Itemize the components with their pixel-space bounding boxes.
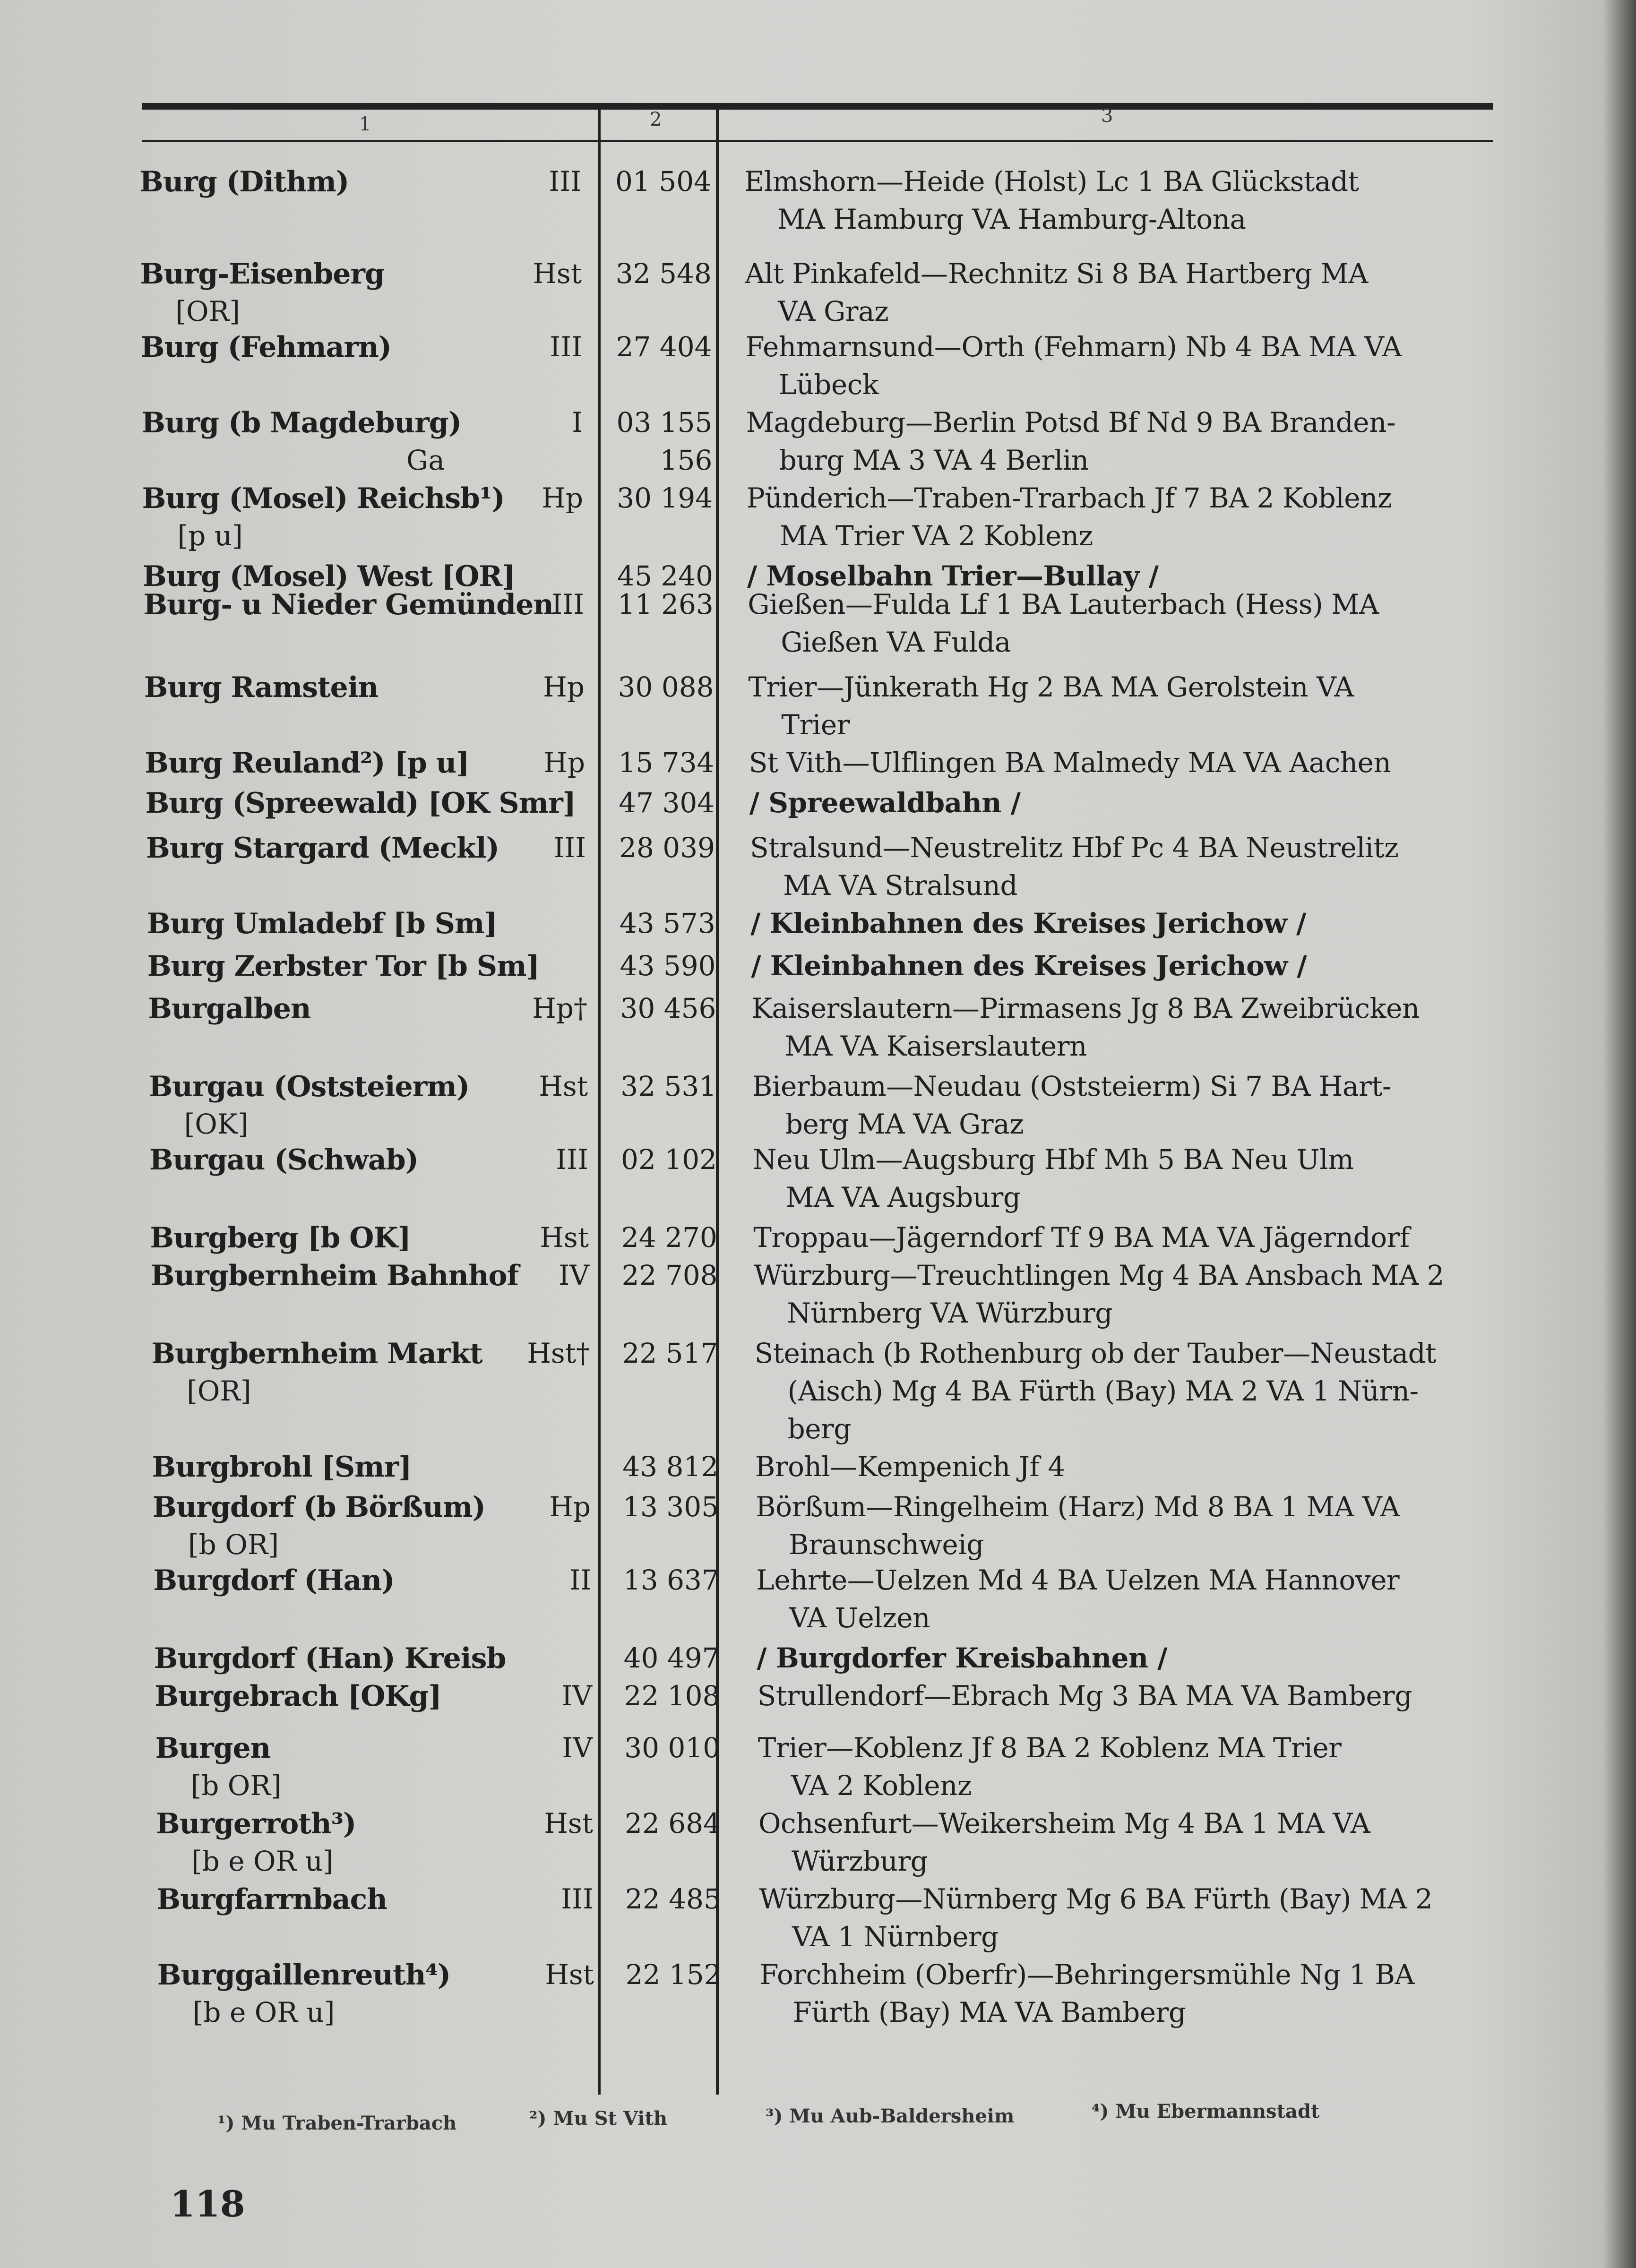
station-name: Burg Ramstein	[144, 671, 379, 704]
route-description-line: Fehmarnsund—Orth (Fehmarn) Nb 4 BA MA VA	[745, 331, 1402, 363]
station-code: 22 708	[621, 1259, 718, 1291]
route-description-line: MA Trier VA 2 Koblenz	[779, 520, 1093, 552]
station-class: Hst†	[527, 1337, 590, 1369]
station-code: 43 590	[620, 950, 716, 982]
route-description-line: Würzburg—Nürnberg Mg 6 BA Fürth (Bay) MA 2	[759, 1883, 1433, 1915]
route-description-line: Börßum—Ringelheim (Harz) Md 8 BA 1 MA VA	[756, 1491, 1400, 1523]
station-code: 30 456	[620, 992, 716, 1024]
station-code: 43 812	[622, 1451, 719, 1483]
route-description-line: Stralsund—Neustrelitz Hbf Pc 4 BA Neustrelitz	[750, 832, 1399, 864]
station-code: 47 304	[619, 787, 715, 819]
route-description-line: Bierbaum—Neudau (Oststeierm) Si 7 BA Hart-	[752, 1070, 1392, 1102]
station-name: Burg Reuland²) [p u]	[145, 747, 469, 780]
station-class: Hp	[542, 482, 583, 514]
station-name-suffix: [b OR]	[188, 1529, 279, 1561]
route-description-line: MA VA Kaiserslautern	[784, 1030, 1087, 1062]
station-name: Burgdorf (Han)	[153, 1564, 395, 1597]
station-code: 30 010	[624, 1732, 721, 1764]
station-code: 11 263	[617, 588, 714, 620]
station-name: Burgfarrnbach	[156, 1883, 387, 1916]
route-description-line: / Moselbahn Trier—Bullay /	[747, 560, 1159, 592]
route-description-line: MA VA Stralsund	[783, 869, 1017, 902]
route-description-line: Lehrte—Uelzen Md 4 BA Uelzen MA Hannover	[756, 1564, 1400, 1596]
station-name-suffix: [OR]	[187, 1375, 251, 1407]
route-description-line: VA 1 Nürnberg	[792, 1921, 999, 1953]
station-name: Burg-Eisenberg	[140, 258, 384, 291]
station-code: 27 404	[616, 331, 712, 363]
route-description-line: Trier	[781, 709, 850, 741]
station-code: 43 573	[619, 907, 715, 939]
route-description-line: Würzburg—Treuchtlingen Mg 4 BA Ansbach MA 2	[754, 1259, 1444, 1291]
route-description-line: Gießen VA Fulda	[781, 626, 1011, 658]
station-name: Burgen	[155, 1732, 271, 1765]
route-description-line: Steinach (b Rothenburg ob der Tauber—Neustadt	[754, 1337, 1437, 1369]
route-description-line: (Aisch) Mg 4 BA Fürth (Bay) MA 2 VA 1 Nürn-	[787, 1375, 1419, 1407]
station-name: Burgbernheim Bahnhof	[150, 1259, 519, 1292]
station-class: III	[551, 588, 584, 620]
station-name: Burg Stargard (Meckl)	[146, 832, 499, 865]
station-code: 22 152	[625, 1959, 722, 1991]
route-description-line: Forchheim (Oberfr)—Behringersmühle Ng 1 BA	[759, 1959, 1414, 1991]
station-class: I	[572, 406, 583, 438]
station-name-suffix: [b e OR u]	[191, 1845, 334, 1877]
route-description-line: VA Uelzen	[789, 1602, 930, 1634]
route-description-line: / Burgdorfer Kreisbahnen /	[757, 1642, 1167, 1674]
station-code: 30 194	[617, 482, 713, 514]
station-class: Hst	[545, 1959, 594, 1991]
station-name-suffix: Ga	[406, 444, 445, 476]
station-class: Hst	[544, 1807, 593, 1839]
route-description-line: Fürth (Bay) MA VA Bamberg	[792, 1996, 1186, 2028]
station-class: III	[550, 331, 582, 363]
station-code: 45 240	[617, 560, 713, 592]
station-class: Hp	[549, 1491, 591, 1523]
station-code: 13 637	[623, 1564, 719, 1596]
station-class: Hp†	[532, 992, 587, 1024]
footnote-1: ¹) Mu Traben-Trarbach	[217, 2112, 457, 2134]
route-description-line: Strullendorf—Ebrach Mg 3 BA MA VA Bamberg	[757, 1680, 1412, 1712]
route-description-line: Lübeck	[778, 369, 879, 401]
station-name: Burg (b Magdeburg)	[141, 406, 462, 439]
station-code: 22 108	[624, 1680, 720, 1712]
station-class: Hst	[540, 1221, 589, 1254]
station-code: 40 497	[623, 1642, 720, 1674]
station-code: 32 531	[620, 1070, 717, 1102]
station-name: Burgbernheim Markt	[151, 1337, 482, 1370]
station-name: Burgberg [b OK]	[150, 1221, 411, 1254]
station-name: Burg (Mosel) Reichsb¹)	[142, 482, 505, 515]
column-separator-1	[598, 103, 601, 2095]
station-class: IV	[561, 1680, 592, 1712]
route-description-line: Elmshorn—Heide (Holst) Lc 1 BA Glückstadt	[744, 165, 1359, 198]
station-name: Burg Umladebf [b Sm]	[146, 907, 497, 940]
station-class: III	[561, 1883, 594, 1915]
route-description-line: MA VA Augsburg	[786, 1181, 1021, 1213]
header-bottom-rule	[142, 140, 1493, 142]
station-code: 28 039	[619, 832, 715, 864]
route-description-line: Alt Pinkafeld—Rechnitz Si 8 BA Hartberg MA	[745, 258, 1368, 290]
station-name-suffix: [p u]	[177, 520, 243, 552]
station-class: III	[553, 832, 586, 864]
station-code: 03 155	[616, 406, 713, 438]
route-description-line: St Vith—Ulflingen BA Malmedy MA VA Aachen	[749, 747, 1391, 779]
station-class: Hp	[543, 747, 585, 779]
route-description-line: Würzburg	[792, 1845, 928, 1877]
station-name: Burg (Spreewald) [OK Smr]	[145, 787, 576, 820]
station-name-suffix: [b OR]	[190, 1770, 282, 1802]
route-description-line: berg	[787, 1413, 851, 1445]
route-description-line: Pünderich—Traben-Trarbach Jf 7 BA 2 Koblenz	[746, 482, 1392, 514]
station-name: Burgalben	[148, 992, 311, 1025]
station-code: 13 305	[623, 1491, 719, 1523]
station-class: Hp	[543, 671, 585, 703]
route-description-line: Ochsenfurt—Weikersheim Mg 4 BA 1 MA VA	[758, 1807, 1370, 1839]
route-description-line: Trier—Jünkerath Hg 2 BA MA Gerolstein VA	[748, 671, 1354, 703]
column-number-1: 1	[359, 113, 371, 135]
footnote-3: ³) Mu Aub-Baldersheim	[766, 2105, 1015, 2127]
station-name: Burgdorf (b Börßum)	[153, 1491, 485, 1524]
route-description-line: Brohl—Kempenich Jf 4	[755, 1451, 1065, 1483]
station-class: IV	[562, 1732, 593, 1764]
route-description-line: Gießen—Fulda Lf 1 BA Lauterbach (Hess) MA	[748, 588, 1379, 620]
station-code: 30 088	[618, 671, 714, 703]
station-name-suffix: [OR]	[175, 295, 240, 327]
route-description-line: Braunschweig	[789, 1529, 984, 1561]
station-code: 01 504	[615, 165, 711, 198]
station-name: Burgau (Schwab)	[149, 1143, 419, 1177]
station-name-suffix: [OK]	[184, 1108, 249, 1140]
station-code: 15 734	[618, 747, 715, 779]
route-description-line: Magdeburg—Berlin Potsd Bf Nd 9 BA Branden-	[746, 406, 1396, 438]
station-class: Hst	[539, 1070, 588, 1102]
route-description-line: Kaiserslautern—Pirmasens Jg 8 BA Zweibrücken	[751, 992, 1420, 1024]
footnote-4: ⁴) Mu Ebermannstadt	[1092, 2100, 1320, 2122]
column-number-2: 2	[650, 109, 662, 130]
station-name: Burg- u Nieder Gemünden	[143, 588, 553, 621]
station-code: 22 684	[625, 1807, 721, 1839]
route-description-line: burg MA 3 VA 4 Berlin	[779, 444, 1089, 476]
route-description-line: Troppau—Jägerndorf Tf 9 BA MA VA Jägerndorf	[753, 1221, 1410, 1254]
station-code-extra: 156	[660, 444, 713, 476]
footnote-2: ²) Mu St Vith	[529, 2107, 668, 2130]
route-description-line: VA Graz	[778, 295, 889, 327]
station-name: Burg (Mosel) West [OR]	[143, 560, 515, 593]
route-description-line: Neu Ulm—Augsburg Hbf Mh 5 BA Neu Ulm	[753, 1143, 1354, 1176]
route-description-line: VA 2 Koblenz	[791, 1770, 972, 1802]
route-description-line: Trier—Koblenz Jf 8 BA 2 Koblenz MA Trier	[758, 1732, 1342, 1764]
station-class: IV	[559, 1259, 589, 1291]
station-code: 22 485	[625, 1883, 721, 1915]
page-number: 118	[170, 2183, 245, 2225]
station-name: Burg (Fehmarn)	[140, 331, 392, 364]
station-class: III	[556, 1143, 588, 1176]
station-name: Burg (Dithm)	[139, 165, 349, 198]
route-description-line: Nürnberg VA Würzburg	[787, 1297, 1112, 1329]
station-name: Burgau (Oststeierm)	[148, 1070, 470, 1103]
station-code: 22 517	[622, 1337, 718, 1369]
route-description-line: / Kleinbahnen des Kreises Jerichow /	[751, 950, 1307, 982]
station-class: III	[549, 165, 581, 198]
station-name: Burgebrach [OKg]	[155, 1680, 441, 1713]
station-name-suffix: [b e OR u]	[192, 1996, 335, 2028]
route-description-line: MA Hamburg VA Hamburg-Altona	[777, 203, 1246, 235]
route-description-line: berg MA VA Graz	[785, 1108, 1024, 1140]
route-description-line: / Spreewaldbahn /	[749, 787, 1021, 819]
station-name: Burgerroth³)	[156, 1807, 356, 1840]
station-code: 02 102	[621, 1143, 717, 1176]
station-class: Hst	[533, 258, 582, 290]
station-name: Burg Zerbster Tor [b Sm]	[147, 950, 540, 983]
station-name: Burgbrohl [Smr]	[152, 1451, 412, 1484]
column-number-3: 3	[1101, 105, 1113, 127]
station-class: II	[569, 1564, 591, 1596]
route-description-line: / Kleinbahnen des Kreises Jerichow /	[750, 907, 1306, 939]
station-name: Burgdorf (Han) Kreisb	[154, 1642, 506, 1675]
header-top-rule	[142, 103, 1493, 110]
station-code: 24 270	[621, 1221, 717, 1254]
station-name: Burggaillenreuth⁴)	[157, 1959, 451, 1992]
station-code: 32 548	[615, 258, 712, 290]
